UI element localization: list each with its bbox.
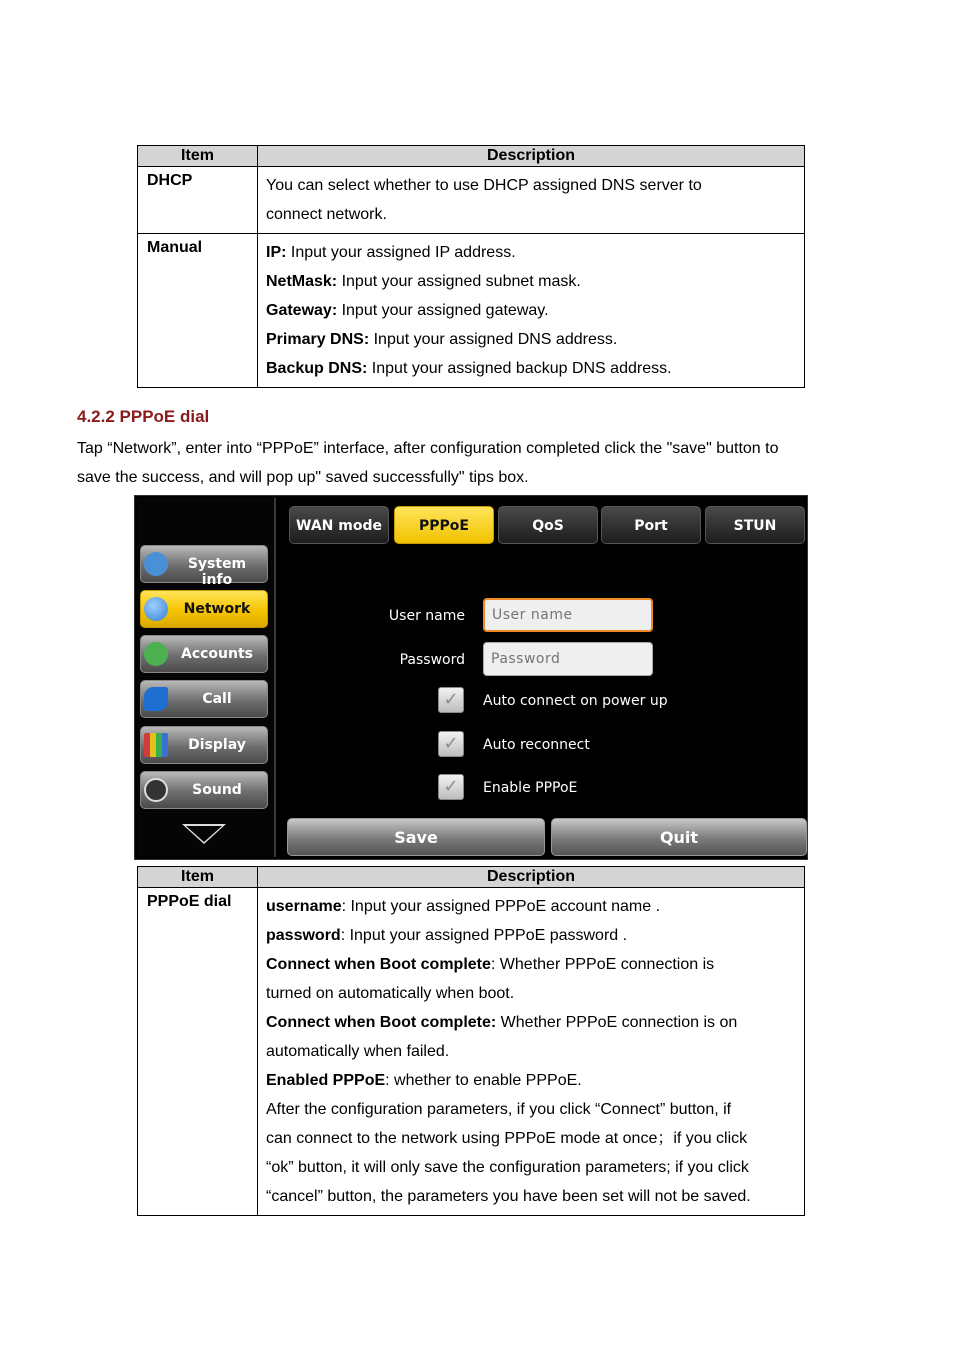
table-cell-description: [258, 888, 805, 1216]
users-icon: [144, 642, 168, 666]
sidebar-item-accounts[interactable]: [140, 635, 268, 673]
description-line: can connect to the network using PPPoE mode at once；if you click: [266, 1130, 748, 1147]
description-line: Gateway: Input your assigned gateway.: [266, 302, 549, 319]
save-button[interactable]: Save: [287, 818, 545, 856]
username-label: User name: [388, 608, 465, 624]
tab-wan-mode[interactable]: WAN mode: [289, 506, 389, 544]
tab-pppoe[interactable]: PPPoE: [394, 506, 494, 544]
settings-sidebar: [137, 498, 276, 857]
globe-icon: [144, 597, 168, 621]
section-heading: 4.2.2 PPPoE dial: [77, 407, 210, 426]
intro-paragraph: [77, 434, 877, 492]
sidebar-item-label: Sound: [192, 782, 242, 798]
phone-icon: [144, 687, 168, 711]
headphones-icon: [144, 778, 168, 802]
scroll-down-icon[interactable]: [182, 824, 226, 844]
enable-pppoe-label: Enable PPPoE: [483, 780, 578, 796]
description-line: IP: Input your assigned IP address.: [266, 244, 516, 261]
table-cell-item: PPPoE dial: [138, 888, 258, 1216]
intro-line: Tap “Network”, enter into “PPPoE” interface, after configuration completed click the "save" button to: [77, 440, 779, 457]
description-line: password: Input your assigned PPPoE password .: [266, 927, 628, 944]
tab-qos[interactable]: QoS: [498, 506, 598, 544]
description-line: Backup DNS: Input your assigned backup DNS address.: [266, 360, 672, 377]
password-input[interactable]: [483, 642, 653, 676]
table-row: [138, 167, 805, 234]
sidebar-item-label: Network: [183, 601, 251, 617]
description-line: “ok” button, it will only save the configuration parameters; if you click: [266, 1159, 749, 1176]
chat-bubble-icon: [144, 552, 168, 576]
table-row: [138, 888, 805, 1216]
description-line: “cancel” button, the parameters you have been set will not be saved.: [266, 1188, 751, 1205]
monitor-icon: [144, 733, 168, 757]
description-line: NetMask: Input your assigned subnet mask.: [266, 273, 581, 290]
table-header-item: Item: [138, 146, 258, 167]
table-cell-description: [258, 234, 805, 388]
description-line: Connect when Boot complete: Whether PPPoE connection is: [266, 956, 715, 973]
pppoe-description-table: [137, 866, 805, 1216]
dns-settings-table: [137, 145, 805, 388]
password-label: Password: [399, 652, 465, 668]
sidebar-item-system-info[interactable]: [140, 545, 268, 588]
description-line: Enabled PPPoE: whether to enable PPPoE.: [266, 1072, 582, 1089]
description-line: connect network.: [266, 206, 387, 223]
auto-connect-label: Auto connect on power up: [483, 693, 668, 709]
table-cell-item: DHCP: [138, 167, 258, 234]
auto-reconnect-label: Auto reconnect: [483, 737, 590, 753]
intro-line: save the success, and will pop up" saved successfully" tips box.: [77, 469, 529, 486]
description-line: username: Input your assigned PPPoE account name .: [266, 898, 661, 915]
tab-stun[interactable]: STUN: [705, 506, 805, 544]
enable-pppoe-checkbox[interactable]: ✓: [438, 774, 464, 800]
auto-reconnect-checkbox[interactable]: ✓: [438, 731, 464, 757]
tab-port[interactable]: Port: [601, 506, 701, 544]
sidebar-item-label: Call: [202, 691, 232, 707]
sidebar-item-call[interactable]: [140, 680, 268, 718]
table-row: [138, 234, 805, 388]
description-line: turned on automatically when boot.: [266, 985, 515, 1002]
table-header-description: Description: [258, 146, 805, 167]
table-header-description: Description: [258, 867, 805, 888]
pppoe-panel: [285, 498, 805, 857]
description-line: After the configuration parameters, if you click “Connect” button, if: [266, 1101, 732, 1118]
table-cell-description: [258, 167, 805, 234]
description-line: Connect when Boot complete: Whether PPPoE connection is on: [266, 1014, 738, 1031]
quit-button[interactable]: Quit: [551, 818, 807, 856]
sidebar-item-network[interactable]: [140, 590, 268, 628]
description-line: Primary DNS: Input your assigned DNS address.: [266, 331, 618, 348]
device-screenshot: [134, 495, 808, 860]
table-cell-item: Manual: [138, 234, 258, 388]
description-line: automatically when failed.: [266, 1043, 450, 1060]
description-line: You can select whether to use DHCP assigned DNS server to: [266, 177, 702, 194]
sidebar-item-label: Display: [188, 737, 246, 753]
username-input[interactable]: [483, 598, 653, 632]
sidebar-item-label: Accounts: [180, 646, 253, 662]
sidebar-item-display[interactable]: [140, 726, 268, 764]
sidebar-item-label: System info: [187, 556, 247, 588]
auto-connect-checkbox[interactable]: ✓: [438, 687, 464, 713]
sidebar-item-sound[interactable]: [140, 771, 268, 809]
table-header-item: Item: [138, 867, 258, 888]
